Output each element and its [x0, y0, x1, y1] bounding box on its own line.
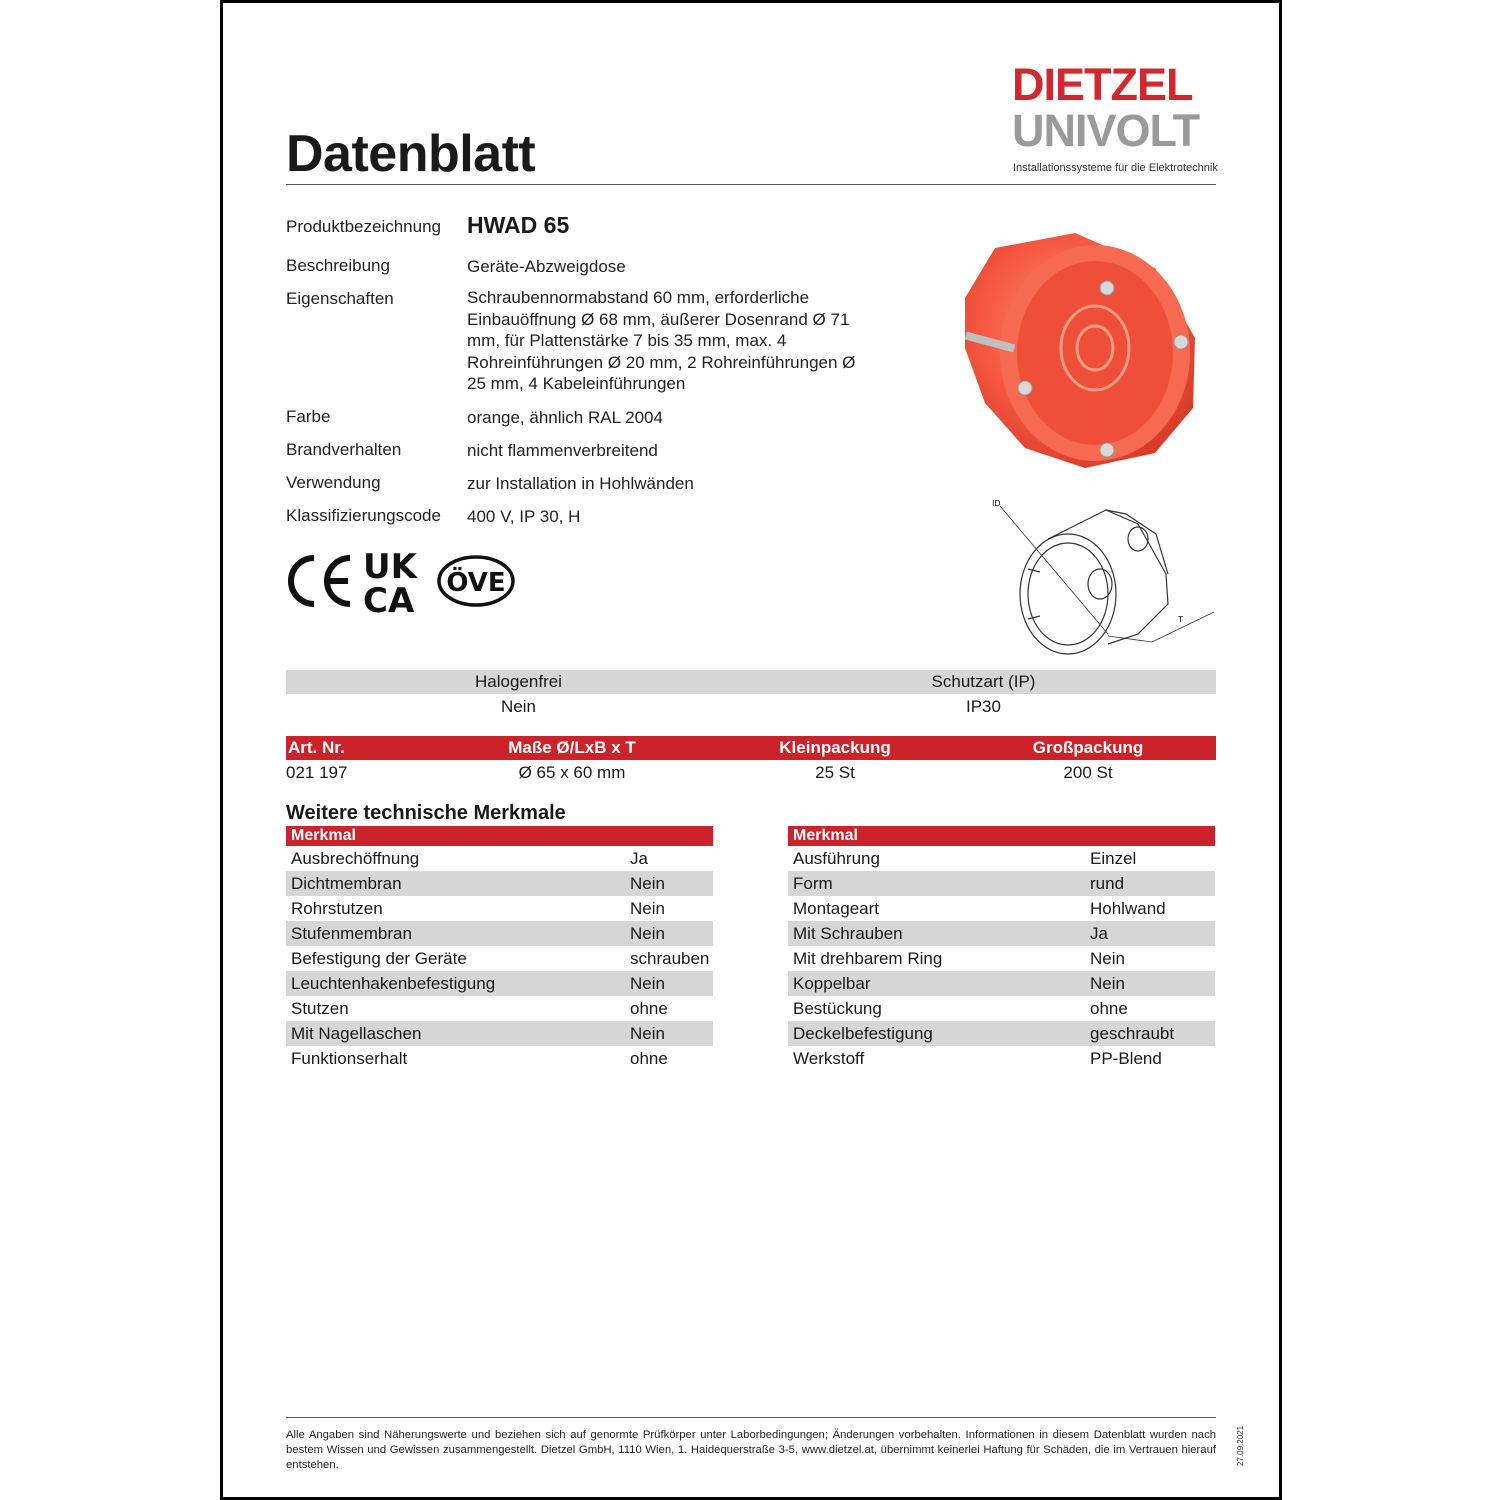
table-row: Bestückung ohne — [793, 999, 1128, 1018]
drawing-label-id: ID — [992, 499, 1001, 508]
article-value-nr: 021 197 — [286, 763, 348, 782]
table-row: Mit Nagellaschen Nein — [286, 1021, 713, 1046]
article-value-masse: Ø 65 x 60 mm — [518, 763, 626, 782]
ove-mark-icon — [439, 557, 513, 605]
table-row: Rohrstutzen Nein — [291, 899, 665, 918]
spec-value: 400 V, IP 30, H — [467, 507, 581, 526]
spec-label: Beschreibung — [286, 256, 390, 275]
page-title: Datenblatt — [286, 125, 536, 183]
article-value-grosspackung: 200 St — [1063, 763, 1113, 782]
drawing-label-t: T — [1178, 615, 1183, 624]
logo-dietzel: DIETZEL — [1012, 59, 1193, 110]
ce-mark-icon — [291, 558, 350, 604]
table-row: Funktionserhalt ohne — [291, 1049, 668, 1068]
table-row: Koppelbar Nein — [788, 971, 1215, 996]
spec-value: zur Installation in Hohlwänden — [467, 474, 694, 493]
spec-value: orange, ähnlich RAL 2004 — [467, 408, 663, 427]
spec-label-product: Produktbezeichnung — [286, 217, 442, 236]
title-divider — [286, 184, 1216, 185]
features-right-header: Merkmal — [788, 826, 1215, 846]
svg-text:CA: CA — [363, 581, 415, 614]
svg-text:UK: UK — [363, 548, 417, 587]
table-row: Mit drehbarem Ring Nein — [793, 949, 1125, 968]
features-table-left — [286, 826, 713, 1071]
property-header-schutzart: Schutzart (IP) — [931, 672, 1036, 691]
table-row: Stutzen ohne — [291, 999, 668, 1018]
table-row: Werkstoff PP-Blend — [793, 1049, 1162, 1068]
technical-drawing — [988, 494, 1220, 660]
footer-divider — [286, 1417, 1216, 1418]
property-value-halogenfrei: Nein — [501, 697, 536, 716]
table-row: Mit Schrauben Ja — [788, 921, 1215, 946]
article-header-kleinpackung: Kleinpackung — [779, 738, 891, 757]
table-row: Form rund — [788, 871, 1215, 896]
svg-text:ÖVE: ÖVE — [446, 568, 506, 598]
spec-label: Eigenschaften — [286, 289, 394, 308]
spec-value: Geräte-Abzweigdose — [467, 257, 626, 276]
spec-label: Brandverhalten — [286, 440, 402, 459]
footer-date: 27.09.2021 — [1236, 1425, 1245, 1466]
logo-univolt: UNIVOLT — [1012, 105, 1200, 156]
features-title: Weitere technische Merkmale — [286, 802, 566, 824]
article-header-masse: Maße Ø/LxB x T — [508, 738, 636, 757]
table-row: Stufenmembran Nein — [286, 921, 713, 946]
table-row: Montageart Hohlwand — [793, 899, 1166, 918]
table-row: Ausbrechöffnung Ja — [291, 849, 648, 868]
table-row: Befestigung der Geräte schrauben — [291, 949, 710, 968]
features-left-header: Merkmal — [286, 826, 713, 846]
ukca-mark-icon — [363, 548, 419, 614]
spec-label: Verwendung — [286, 473, 381, 492]
spec-label: Klassifizierungscode — [286, 506, 441, 525]
article-header-nr: Art. Nr. — [288, 738, 345, 757]
property-value-schutzart: IP30 — [966, 697, 1001, 716]
spec-value: nicht flammenverbreitend — [467, 441, 658, 460]
property-header-halogenfrei: Halogenfrei — [475, 672, 562, 691]
features-table-right — [788, 826, 1215, 1071]
spec-label: Farbe — [286, 407, 331, 426]
footer-disclaimer: Alle Angaben sind Näherungswerte und beziehen sich auf genormte Prüfkörper unter Laborbedingungen; Änderungen vorbehalten. Informationen in diesem Datenblatt wurden nach bestem Wissen und Gewissen zusammengestellt. Dietzel GmbH, 1110 Wien, 1. Haidequerstraße 3-5, www.dietzel.at, übernimmt keinerlei Haftung für Schäden, die im Vertrauen hierauf entstehen. — [286, 1429, 1216, 1471]
article-header-grosspackung: Großpackung — [1032, 738, 1144, 757]
table-row: Leuchtenhakenbefestigung Nein — [286, 971, 713, 996]
certification-marks — [286, 548, 516, 614]
table-row: Deckelbefestigung geschraubt — [788, 1021, 1215, 1046]
spec-value: Schraubennormabstand 60 mm, erforderliche Einbauöffnung Ø 68 mm, äußerer Dosenrand Ø 71 mm, für Plattenstärke 7 bis 35 mm, max. 4 Rohreinführungen Ø 20 mm, 2 Rohreinführungen Ø 25 mm, 4 Kabeleinführungen — [467, 288, 856, 393]
product-name: HWAD 65 — [467, 212, 570, 238]
table-row: Ausführung Einzel — [793, 849, 1137, 868]
table-row: Dichtmembran Nein — [286, 871, 713, 896]
article-value-kleinpackung: 25 St — [815, 763, 855, 782]
logo-tagline: Installationssysteme für die Elektrotechnik — [1013, 162, 1218, 174]
product-photo — [955, 228, 1205, 478]
